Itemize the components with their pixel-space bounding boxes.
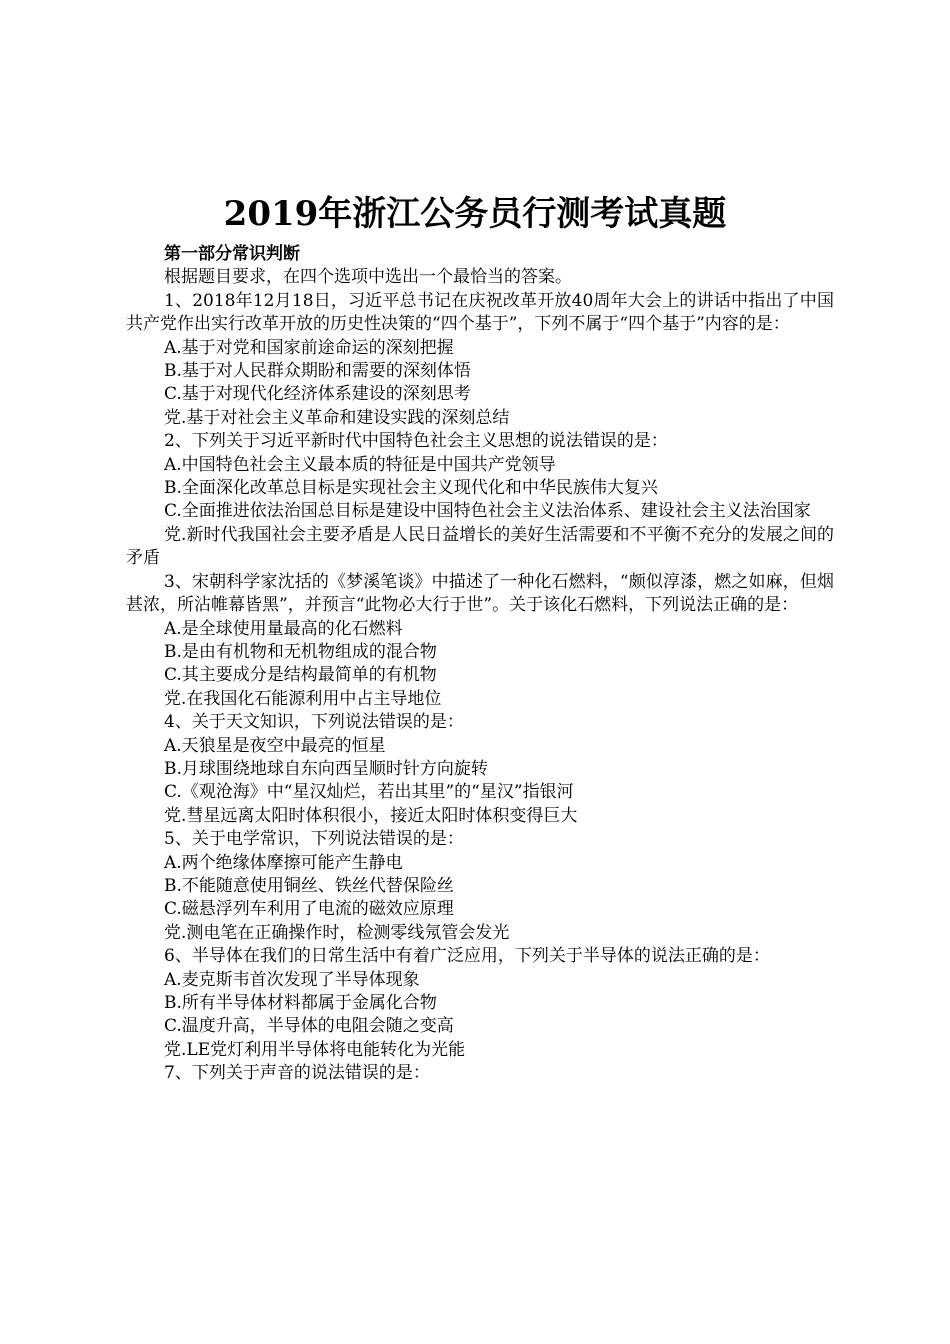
question-option: A.是全球使用量最高的化石燃料 [164, 618, 403, 639]
instructions-text: 根据题目要求，在四个选项中选出一个最恰当的答案。 [164, 267, 572, 288]
question-option: A.麦克斯韦首次发现了半导体现象 [164, 969, 420, 990]
question-option: A.基于对党和国家前途命运的深刻把握 [164, 337, 454, 358]
question-option: A.中国特色社会主义最本质的特征是中国共产党领导 [164, 454, 556, 475]
question-option: B.所有半导体材料都属于金属化合物 [164, 993, 437, 1013]
question-option: 党.测电笔在正确操作时，检测零线氖管会发光 [164, 922, 510, 943]
question-option: 党.新时代我国社会主要矛盾是人民日益增长的美好生活需要和不平衡不充分的发展之间的矛盾 [126, 524, 834, 569]
question-option: C.《观沧海》中“星汉灿烂，若出其里”的“星汉”指银河 [164, 782, 574, 803]
question-option: C.温度升高，半导体的电阻会随之变高 [164, 1016, 454, 1037]
question-option: 党.LE党灯利用半导体将电能转化为光能 [164, 1039, 466, 1060]
question-stem: 1、2018年12月18日，习近平总书记在庆祝改革开放40周年大会上的讲话中指出了中国共产党作出实行改革开放的历史性决策的“四个基于”，下列不属于“四个基于”内容的是： [126, 290, 834, 335]
question-option: A.两个绝缘体摩擦可能产生静电 [164, 852, 403, 873]
section-heading: 第一部分常识判断 [164, 244, 300, 264]
question-stem: 5、关于电学常识，下列说法错误的是： [164, 829, 464, 850]
question-option: 党.基于对社会主义革命和建设实践的深刻总结 [164, 407, 510, 428]
question-option: C.基于对现代化经济体系建设的深刻思考 [164, 384, 471, 405]
question-option: B.月球围绕地球自东向西呈顺时针方向旋转 [164, 758, 488, 779]
question-option: B.不能随意使用铜丝、铁丝代替保险丝 [164, 875, 454, 896]
question-stem: 4、关于天文知识，下列说法错误的是： [164, 712, 464, 733]
question-option: 党.在我国化石能源利用中占主导地位 [164, 688, 442, 709]
question-stem: 6、半导体在我们的日常生活中有着广泛应用，下列关于半导体的说法正确的是： [164, 946, 770, 967]
question-option: B.是由有机物和无机物组成的混合物 [164, 641, 437, 662]
page-title: 2019年浙江公务员行测考试真题 [223, 193, 727, 234]
question-stem: 3、宋朝科学家沈括的《梦溪笔谈》中描述了一种化石燃料，“颇似淳漆，燃之如麻，但烟甚浓，所沾帷幕皆黑”，并预言“此物必大行于世”。关于该化石燃料，下列说法正确的是： [126, 571, 834, 616]
question-option: C.磁悬浮列车利用了电流的磁效应原理 [164, 899, 454, 920]
question-option: A.天狼星是夜空中最亮的恒星 [164, 735, 386, 756]
question-option: B.基于对人民群众期盼和需要的深刻体悟 [164, 361, 471, 382]
document-body [126, 243, 834, 1086]
question-option: 党.彗星远离太阳时体积很小，接近太阳时体积变得巨大 [164, 805, 578, 826]
question-option: B.全面深化改革总目标是实现社会主义现代化和中华民族伟大复兴 [164, 478, 658, 499]
question-option: C.全面推进依法治国总目标是建设中国特色社会主义法治体系、建设社会主义法治国家 [164, 501, 811, 522]
question-option: C.其主要成分是结构最简单的有机物 [164, 665, 437, 686]
question-stem: 2、下列关于习近平新时代中国特色社会主义思想的说法错误的是： [164, 431, 668, 452]
question-stem: 7、下列关于声音的说法错误的是： [164, 1063, 430, 1084]
